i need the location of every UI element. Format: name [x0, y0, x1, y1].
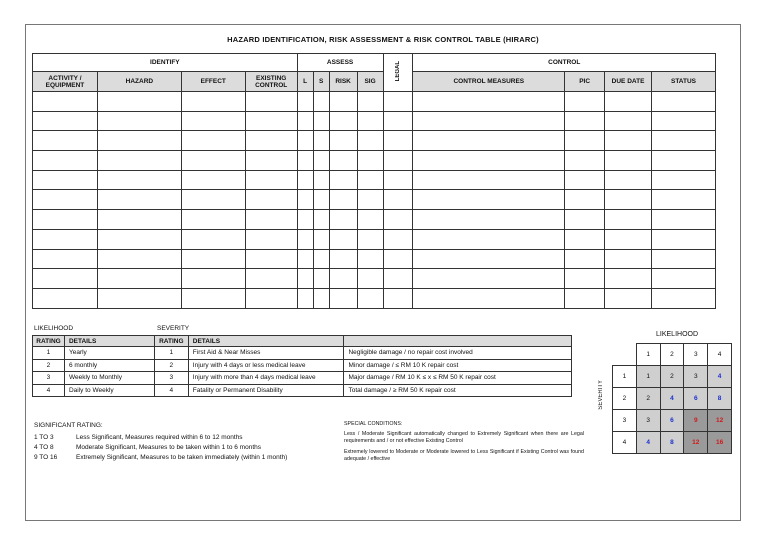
table-cell[interactable] [33, 210, 98, 230]
table-cell[interactable] [605, 111, 652, 131]
rating-cell-l-details: 6 monthly [64, 359, 154, 372]
matrix-row [613, 410, 732, 432]
col-hazard: HAZARD [97, 72, 181, 92]
table-cell[interactable] [33, 151, 98, 171]
matrix-cell: 9 [684, 410, 708, 432]
table-cell[interactable] [605, 269, 652, 289]
matrix-col-header: 2 [660, 344, 684, 366]
table-cell[interactable] [565, 92, 605, 112]
table-cell[interactable] [605, 249, 652, 269]
table-cell[interactable] [245, 190, 297, 210]
table-cell[interactable] [565, 229, 605, 249]
table-cell[interactable] [181, 151, 245, 171]
table-cell[interactable] [313, 210, 329, 230]
table-cell[interactable] [181, 170, 245, 190]
table-cell[interactable] [383, 111, 413, 131]
rating-cell-l-rating: 4 [33, 384, 65, 397]
rating-row [33, 372, 572, 385]
table-cell[interactable] [97, 92, 181, 112]
significant-rating [34, 422, 334, 464]
significant-title: SIGNIFICANT RATING: [34, 422, 103, 429]
matrix-corner [613, 344, 637, 366]
table-cell[interactable] [357, 190, 383, 210]
assess-group-header: ASSESS [297, 54, 383, 72]
table-cell[interactable] [329, 151, 357, 171]
table-cell[interactable] [297, 269, 313, 289]
table-cell[interactable] [383, 288, 413, 308]
table-cell[interactable] [565, 151, 605, 171]
table-cell[interactable] [605, 170, 652, 190]
table-row [33, 190, 716, 210]
matrix-cell: 12 [708, 410, 732, 432]
table-cell[interactable] [97, 249, 181, 269]
table-cell[interactable] [313, 111, 329, 131]
table-cell[interactable] [565, 249, 605, 269]
col-status: STATUS [652, 72, 716, 92]
table-row [33, 229, 716, 249]
identify-group-header: IDENTIFY [33, 54, 298, 72]
table-row [33, 249, 716, 269]
matrix-cell: 6 [684, 388, 708, 410]
table-cell[interactable] [313, 170, 329, 190]
table-cell[interactable] [33, 170, 98, 190]
table-cell[interactable] [413, 170, 565, 190]
table-cell[interactable] [181, 288, 245, 308]
table-cell[interactable] [413, 92, 565, 112]
table-cell[interactable] [313, 288, 329, 308]
col-sig: SIG [357, 72, 383, 92]
table-cell[interactable] [33, 131, 98, 151]
rating-row [33, 384, 572, 397]
col-control-measures: CONTROL MEASURES [413, 72, 565, 92]
significant-item [34, 454, 334, 461]
rating-cell-s-extra: Major damage / RM 10 K ≤ x ≤ RM 50 K repair cost [344, 372, 572, 385]
rating-cell-s-details: Injury with more than 4 days medical leave [188, 372, 344, 385]
table-row [33, 288, 716, 308]
table-cell[interactable] [652, 190, 716, 210]
significant-item [34, 434, 334, 441]
table-cell[interactable] [565, 288, 605, 308]
rating-cell-s-details: First Aid & Near Misses [188, 347, 344, 360]
table-cell[interactable] [181, 92, 245, 112]
table-cell[interactable] [652, 210, 716, 230]
significant-range: 1 TO 3 [34, 434, 54, 441]
table-cell[interactable] [329, 210, 357, 230]
significant-text: Extremely Significant, Measures to be taken immediately (within 1 month) [76, 454, 288, 461]
matrix-severity-label: SEVERITY [598, 380, 604, 410]
table-cell[interactable] [181, 269, 245, 289]
table-cell[interactable] [181, 131, 245, 151]
table-cell[interactable] [413, 111, 565, 131]
table-cell[interactable] [181, 249, 245, 269]
matrix-likelihood-label: LIKELIHOOD [656, 331, 699, 338]
table-cell[interactable] [97, 151, 181, 171]
hirarc-table [32, 53, 716, 309]
rating-row [33, 359, 572, 372]
table-cell[interactable] [329, 269, 357, 289]
table-cell[interactable] [245, 111, 297, 131]
table-cell[interactable] [605, 92, 652, 112]
table-cell[interactable] [565, 111, 605, 131]
matrix-row [613, 432, 732, 454]
matrix-cell: 8 [708, 388, 732, 410]
table-cell[interactable] [33, 190, 98, 210]
matrix-row-header: 4 [613, 432, 637, 454]
table-cell[interactable] [652, 151, 716, 171]
table-cell[interactable] [329, 170, 357, 190]
table-cell[interactable] [652, 170, 716, 190]
table-cell[interactable] [313, 269, 329, 289]
table-cell[interactable] [245, 229, 297, 249]
table-cell[interactable] [97, 131, 181, 151]
rating-cell-l-rating: 3 [33, 372, 65, 385]
matrix-col-header: 3 [684, 344, 708, 366]
table-cell[interactable] [313, 190, 329, 210]
col-pic: PIC [565, 72, 605, 92]
matrix-cell: 2 [636, 388, 660, 410]
table-cell[interactable] [383, 92, 413, 112]
table-cell[interactable] [357, 229, 383, 249]
matrix-row-header: 3 [613, 410, 637, 432]
table-cell[interactable] [97, 269, 181, 289]
table-cell[interactable] [297, 210, 313, 230]
rating-cell-l-details: Yearly [64, 347, 154, 360]
table-row [33, 92, 716, 112]
table-cell[interactable] [181, 190, 245, 210]
table-cell[interactable] [652, 111, 716, 131]
table-cell[interactable] [97, 229, 181, 249]
table-cell[interactable] [652, 92, 716, 112]
table-cell[interactable] [413, 210, 565, 230]
table-cell[interactable] [357, 131, 383, 151]
significant-text: Less Significant, Measures required within 6 to 12 months [76, 434, 243, 441]
risk-matrix [612, 343, 732, 454]
table-row [33, 151, 716, 171]
table-cell[interactable] [245, 249, 297, 269]
table-cell[interactable] [413, 269, 565, 289]
table-cell[interactable] [329, 249, 357, 269]
table-cell[interactable] [245, 210, 297, 230]
table-cell[interactable] [329, 190, 357, 210]
table-cell[interactable] [357, 170, 383, 190]
ratings-table [32, 335, 572, 397]
table-cell[interactable] [297, 131, 313, 151]
table-cell[interactable] [297, 151, 313, 171]
matrix-row-header: 1 [613, 366, 637, 388]
table-cell[interactable] [652, 249, 716, 269]
significant-item [34, 444, 334, 451]
table-cell[interactable] [181, 229, 245, 249]
table-cell[interactable] [565, 269, 605, 289]
matrix-cell: 2 [660, 366, 684, 388]
table-cell[interactable] [313, 131, 329, 151]
rating-cell-s-extra: Total damage / ≥ RM 50 K repair cost [344, 384, 572, 397]
table-cell[interactable] [357, 249, 383, 269]
column-header-row [33, 72, 716, 92]
matrix-cell: 12 [684, 432, 708, 454]
table-cell[interactable] [329, 229, 357, 249]
rating-cell-s-rating: 1 [154, 347, 188, 360]
table-cell[interactable] [97, 190, 181, 210]
legal-header: LEGAL [383, 54, 413, 92]
table-cell[interactable] [33, 111, 98, 131]
significant-text: Moderate Significant, Measures to be taken within 1 to 6 months [76, 444, 261, 451]
table-cell[interactable] [413, 288, 565, 308]
table-cell[interactable] [297, 229, 313, 249]
table-cell[interactable] [181, 111, 245, 131]
table-cell[interactable] [383, 170, 413, 190]
table-cell[interactable] [245, 131, 297, 151]
table-cell[interactable] [605, 288, 652, 308]
severity-extra-header [344, 336, 572, 347]
form-title: HAZARD IDENTIFICATION, RISK ASSESSMENT & RISK CONTROL TABLE (HIRARC) [227, 35, 539, 44]
table-row [33, 170, 716, 190]
table-cell[interactable] [565, 170, 605, 190]
table-cell[interactable] [33, 229, 98, 249]
table-cell[interactable] [383, 131, 413, 151]
col-l: L [297, 72, 313, 92]
matrix-row [613, 388, 732, 410]
rating-cell-l-details: Daily to Weekly [64, 384, 154, 397]
col-due-date: DUE DATE [605, 72, 652, 92]
control-group-header: CONTROL [413, 54, 716, 72]
table-cell[interactable] [245, 288, 297, 308]
table-cell[interactable] [413, 249, 565, 269]
severity-details-header: DETAILS [188, 336, 344, 347]
table-cell[interactable] [97, 111, 181, 131]
matrix-cell: 4 [636, 432, 660, 454]
col-s: S [313, 72, 329, 92]
table-row [33, 131, 716, 151]
table-cell[interactable] [313, 151, 329, 171]
table-cell[interactable] [97, 170, 181, 190]
table-cell[interactable] [97, 288, 181, 308]
col-effect: EFFECT [181, 72, 245, 92]
table-cell[interactable] [33, 269, 98, 289]
table-cell[interactable] [329, 92, 357, 112]
matrix-col-header: 1 [636, 344, 660, 366]
rating-cell-s-extra: Negligible damage / no repair cost involved [344, 347, 572, 360]
table-cell[interactable] [329, 288, 357, 308]
significant-range: 4 TO 8 [34, 444, 54, 451]
table-cell[interactable] [245, 151, 297, 171]
table-cell[interactable] [565, 190, 605, 210]
table-cell[interactable] [413, 190, 565, 210]
rating-cell-l-rating: 2 [33, 359, 65, 372]
rating-cell-l-rating: 1 [33, 347, 65, 360]
rating-cell-s-details: Fatality or Permanent Disability [188, 384, 344, 397]
table-cell[interactable] [565, 131, 605, 151]
table-cell[interactable] [33, 288, 98, 308]
likelihood-title: LIKELIHOOD [34, 325, 74, 332]
table-cell[interactable] [297, 249, 313, 269]
matrix-col-header: 4 [708, 344, 732, 366]
table-cell[interactable] [297, 92, 313, 112]
table-cell[interactable] [33, 92, 98, 112]
table-cell[interactable] [329, 131, 357, 151]
table-cell[interactable] [245, 92, 297, 112]
table-cell[interactable] [413, 131, 565, 151]
significant-range: 9 TO 16 [34, 454, 58, 461]
table-cell[interactable] [33, 249, 98, 269]
col-activity: ACTIVITY / EQUIPMENT [33, 72, 98, 92]
table-cell[interactable] [383, 249, 413, 269]
table-cell[interactable] [297, 170, 313, 190]
table-cell[interactable] [383, 229, 413, 249]
table-cell[interactable] [565, 210, 605, 230]
matrix-row [613, 366, 732, 388]
matrix-header-row [613, 344, 732, 366]
table-cell[interactable] [357, 151, 383, 171]
matrix-cell: 8 [660, 432, 684, 454]
rating-cell-s-rating: 4 [154, 384, 188, 397]
rating-row [33, 347, 572, 360]
severity-title: SEVERITY [157, 325, 190, 332]
table-cell[interactable] [245, 269, 297, 289]
table-cell[interactable] [357, 92, 383, 112]
table-cell[interactable] [383, 151, 413, 171]
special-conditions [344, 421, 584, 463]
matrix-cell: 4 [708, 366, 732, 388]
table-cell[interactable] [357, 111, 383, 131]
table-row [33, 111, 716, 131]
table-cell[interactable] [605, 190, 652, 210]
table-cell[interactable] [245, 170, 297, 190]
table-cell[interactable] [652, 229, 716, 249]
severity-rating-header: RATING [154, 336, 188, 347]
rating-cell-s-extra: Minor damage / ≤ RM 10 K repair cost [344, 359, 572, 372]
table-cell[interactable] [313, 92, 329, 112]
matrix-cell: 3 [684, 366, 708, 388]
table-cell[interactable] [329, 111, 357, 131]
col-risk: RISK [329, 72, 357, 92]
table-cell[interactable] [413, 151, 565, 171]
table-cell[interactable] [313, 249, 329, 269]
table-cell[interactable] [652, 269, 716, 289]
table-cell[interactable] [297, 111, 313, 131]
table-cell[interactable] [605, 131, 652, 151]
table-row [33, 210, 716, 230]
special-paragraph-1: Less / Moderate Significant automatically changed to Extremely Significant when there are Legal requirements and / or not effective Existing Control [344, 431, 584, 444]
rating-cell-s-rating: 2 [154, 359, 188, 372]
table-cell[interactable] [652, 131, 716, 151]
table-cell[interactable] [181, 210, 245, 230]
matrix-cell: 4 [660, 388, 684, 410]
table-cell[interactable] [297, 190, 313, 210]
likelihood-rating-header: RATING [33, 336, 65, 347]
table-cell[interactable] [383, 210, 413, 230]
rating-cell-l-details: Weekly to Monthly [64, 372, 154, 385]
matrix-cell: 3 [636, 410, 660, 432]
table-cell[interactable] [605, 210, 652, 230]
matrix-row-header: 2 [613, 388, 637, 410]
table-cell[interactable] [97, 210, 181, 230]
table-cell[interactable] [383, 190, 413, 210]
rating-cell-s-details: Injury with 4 days or less medical leave [188, 359, 344, 372]
table-cell[interactable] [605, 229, 652, 249]
col-existing-control: EXISTING CONTROL [245, 72, 297, 92]
matrix-cell: 16 [708, 432, 732, 454]
table-cell[interactable] [357, 269, 383, 289]
special-title: SPECIAL CONDITIONS: [344, 421, 403, 427]
table-cell[interactable] [297, 288, 313, 308]
table-row [33, 269, 716, 289]
table-cell[interactable] [413, 229, 565, 249]
matrix-cell: 1 [636, 366, 660, 388]
table-cell[interactable] [383, 269, 413, 289]
table-cell[interactable] [357, 210, 383, 230]
likelihood-details-header: DETAILS [64, 336, 154, 347]
table-cell[interactable] [313, 229, 329, 249]
matrix-cell: 6 [660, 410, 684, 432]
table-cell[interactable] [357, 288, 383, 308]
table-cell[interactable] [652, 288, 716, 308]
special-paragraph-2: Extremely lowered to Moderate or Moderate lowered to Less Significant if Existing Control was found adequate / effective [344, 449, 584, 462]
hirarc-form [25, 24, 741, 521]
table-cell[interactable] [605, 151, 652, 171]
rating-cell-s-rating: 3 [154, 372, 188, 385]
